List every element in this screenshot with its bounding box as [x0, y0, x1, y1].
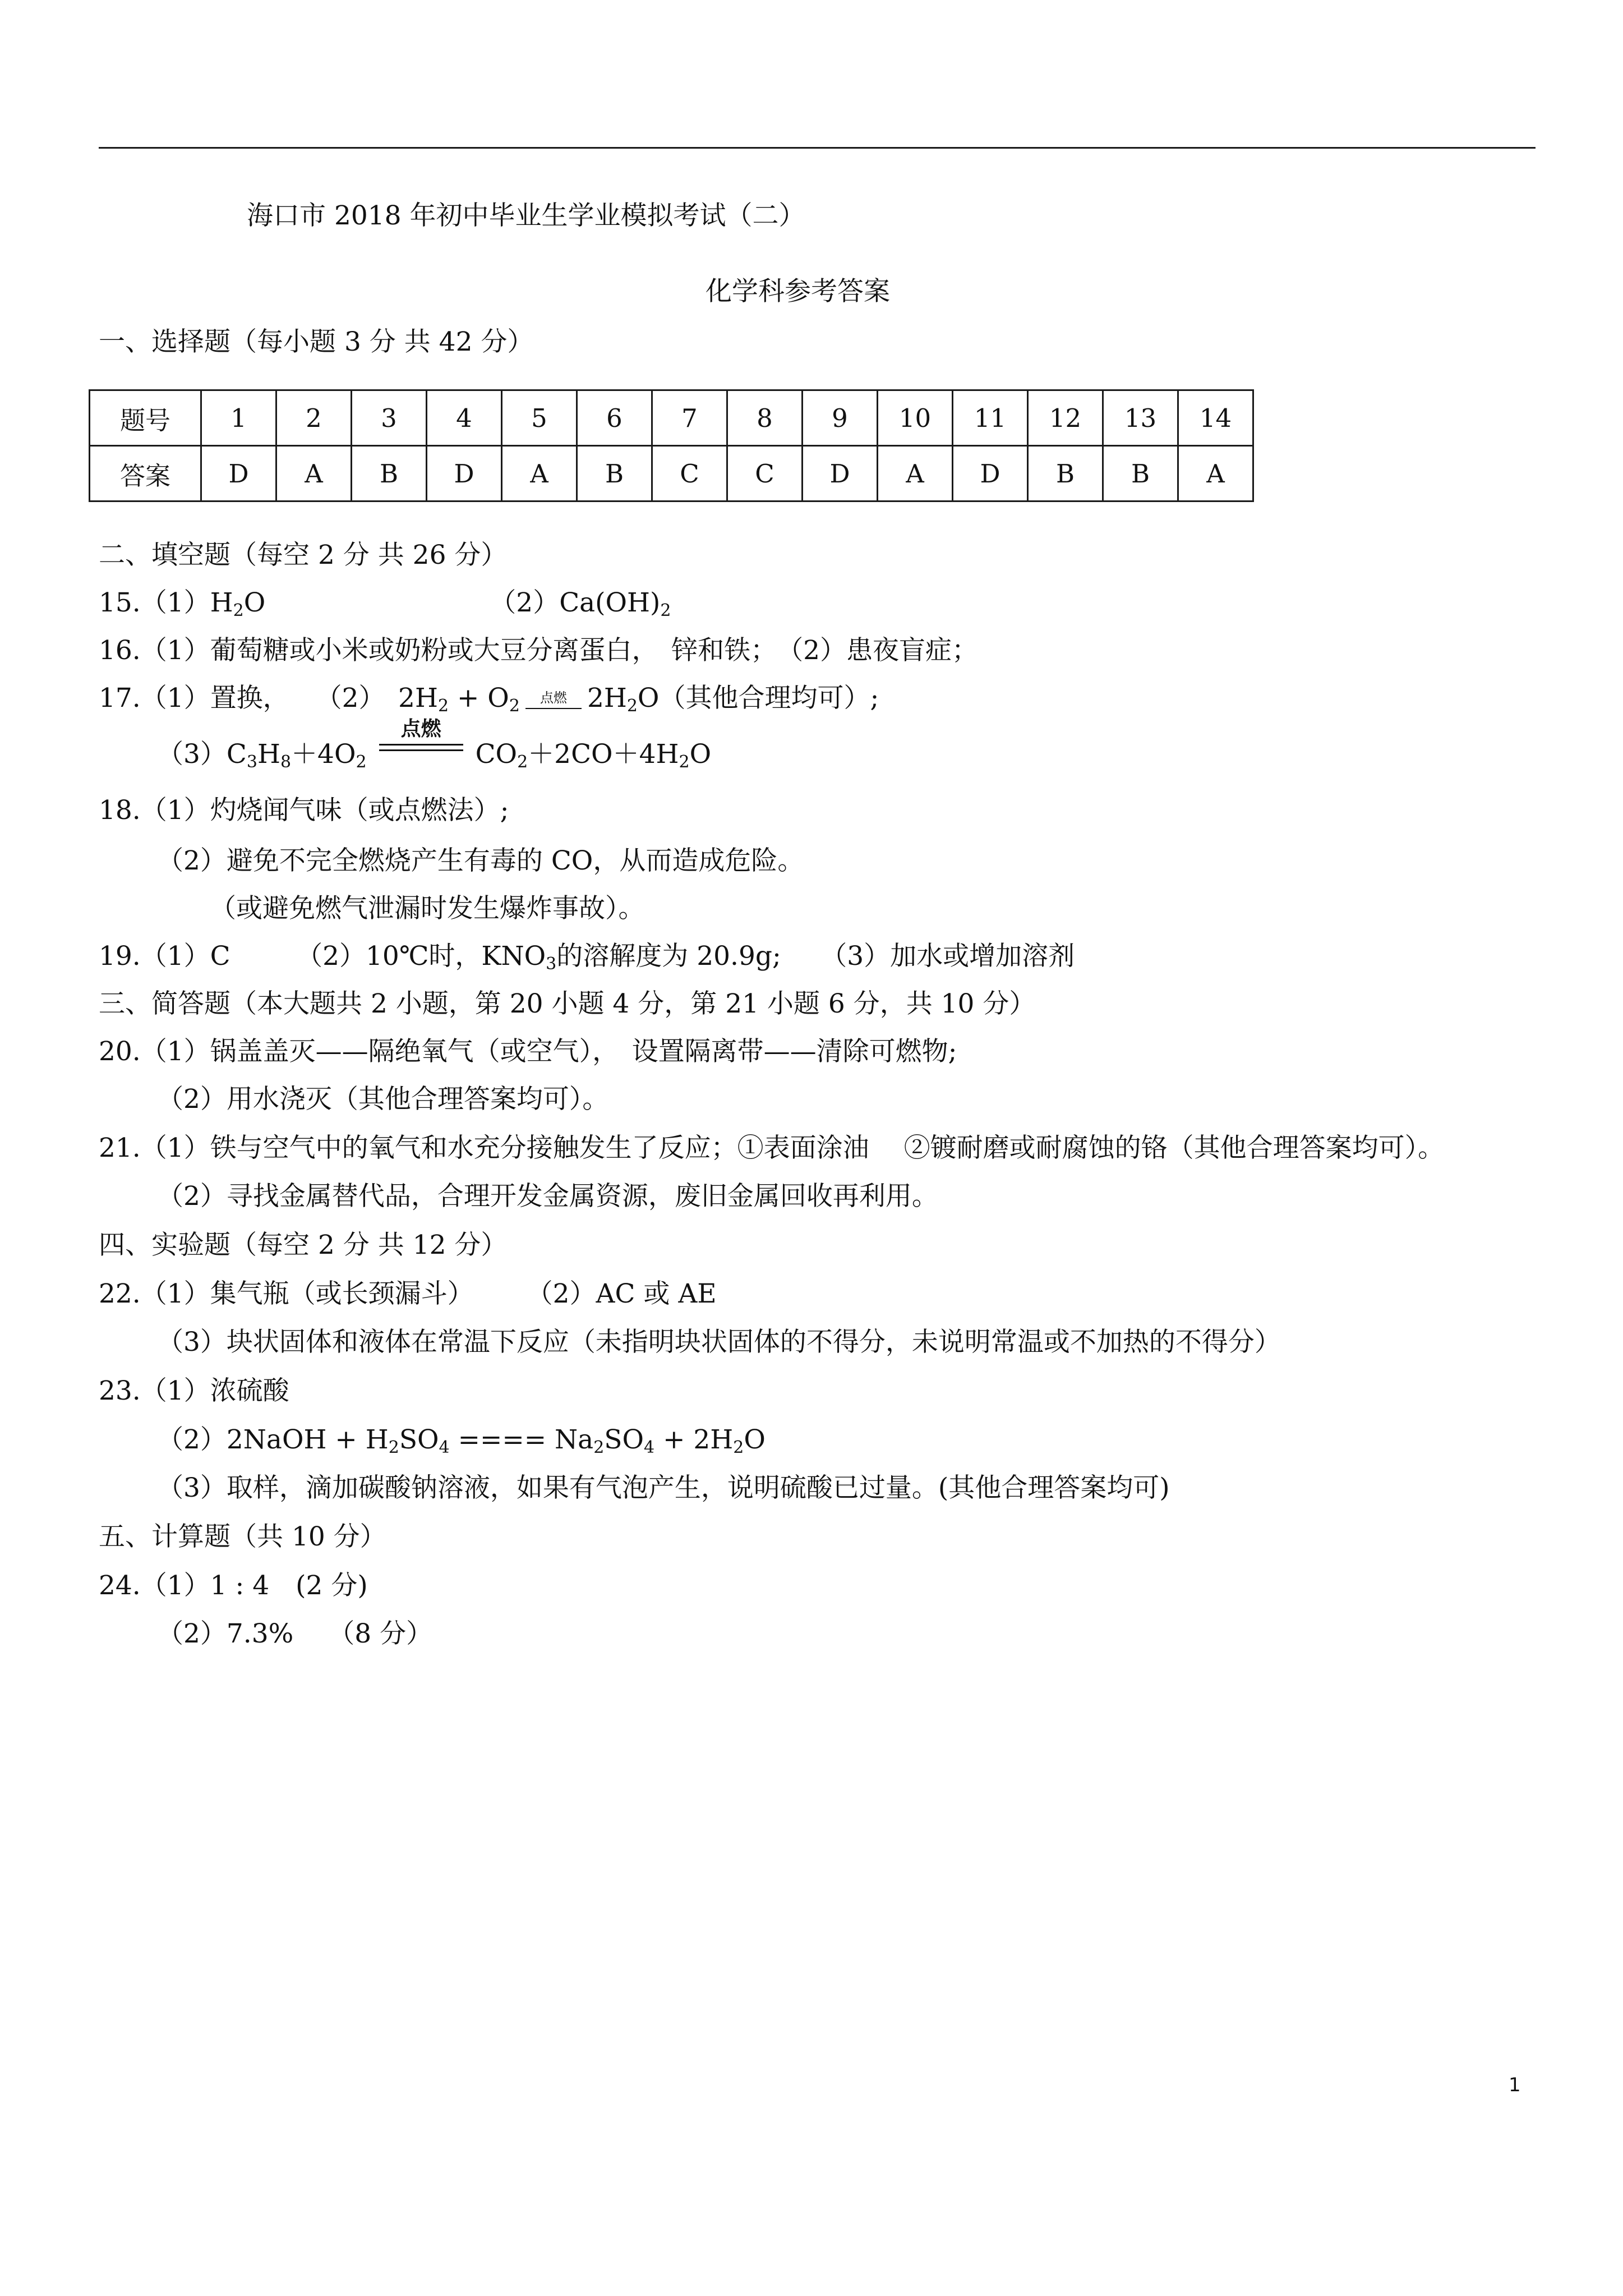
- q23-line-2: （2）2NaOH + $H_2SO_4$ ==== $Na_2SO_4 + 2H_2O$: [157, 1424, 766, 1457]
- q18-line-1: 18.（1）灼烧闻气味（或点燃法）;: [99, 795, 509, 826]
- answer-key-title: 化学科参考答案: [706, 276, 890, 307]
- section-1-heading: 一、选择题（每小题 3 分 共 42 分）: [99, 326, 534, 357]
- q18-line-3: （或避免燃气泄漏时发生爆炸事故）。: [210, 893, 645, 924]
- q21-line-2: （2）寻找金属替代品，合理开发金属资源，废旧金属回收再利用。: [157, 1181, 938, 1212]
- question-number: 4: [427, 390, 502, 446]
- answer-cell: A: [276, 446, 352, 501]
- exam-title: 海口市 2018 年初中毕业生学业模拟考试（二）: [247, 200, 805, 231]
- section-4-heading: 四、实验题（每空 2 分 共 12 分）: [99, 1230, 508, 1260]
- q20-line-1: 20.（1）锅盖盖灭——隔绝氧气（或空气）， 设置隔离带——清除可燃物;: [99, 1036, 957, 1067]
- q22-line-1: 22.（1）集气瓶（或长颈漏斗） （2）AC 或 AE: [99, 1278, 717, 1309]
- top-rule: [99, 147, 1536, 149]
- section-2-heading: 二、填空题（每空 2 分 共 26 分）: [99, 540, 508, 570]
- answer-cell: C: [727, 446, 803, 501]
- q20-line-2: （2）用水浇灭（其他合理答案均可）。: [157, 1084, 609, 1115]
- answer-table: [89, 389, 1254, 502]
- q21-line-1: 21.（1）铁与空气中的氧气和水充分接触发生了反应；①表面涂油 ②镀耐磨或耐腐蚀的铬（其他合理答案均可）。: [99, 1133, 1445, 1163]
- reaction-condition: 点燃: [379, 740, 463, 763]
- answer-cell: D: [427, 446, 502, 501]
- question-number: 12: [1028, 390, 1103, 446]
- answer-cell: B: [352, 446, 427, 501]
- answer-cell: A: [1178, 446, 1253, 501]
- table-row-numbers: [90, 390, 1253, 446]
- question-number: 6: [577, 390, 652, 446]
- q22-line-2: （3）块状固体和液体在常温下反应（未指明块状固体的不得分，未说明常温或不加热的不得分）: [157, 1327, 1281, 1358]
- q17-line-1: 17.（1）置换， （2） $2H_2 + O_2$ 点燃 $2H_2O$（其他合理均可）;: [99, 683, 879, 716]
- question-number: 7: [652, 390, 727, 446]
- q15-answer: $15.(1)H_2O$ $(2)Ca(OH)_2$: [99, 587, 671, 620]
- answer-cell: A: [502, 446, 577, 501]
- answer-cell: D: [201, 446, 276, 501]
- answer-cell: C: [652, 446, 727, 501]
- q24-line-1: 24.（1）1 : 4 (2 分): [99, 1570, 368, 1601]
- question-number: 10: [878, 390, 953, 446]
- table-header-number: 题号: [90, 390, 201, 446]
- question-number: 8: [727, 390, 803, 446]
- q16-answer: 16.（1）葡萄糖或小米或奶粉或大豆分离蛋白， 锌和铁； （2）患夜盲症；: [99, 635, 979, 666]
- q23-line-1: 23.（1）浓硫酸: [99, 1375, 289, 1406]
- question-number: 5: [502, 390, 577, 446]
- table-header-answer: 答案: [90, 446, 201, 501]
- question-number: 1: [201, 390, 276, 446]
- page-number: 1: [1509, 2074, 1521, 2096]
- question-number: 2: [276, 390, 352, 446]
- answer-cell: B: [1103, 446, 1178, 501]
- answer-cell: D: [803, 446, 878, 501]
- q23-line-3: （3）取样，滴加碳酸钠溶液，如果有气泡产生，说明硫酸已过量。(其他合理答案均可): [157, 1473, 1170, 1503]
- answer-cell: B: [577, 446, 652, 501]
- question-number: 14: [1178, 390, 1253, 446]
- q18-line-2: （2）避免不完全燃烧产生有毒的 CO，从而造成危险。: [157, 845, 804, 876]
- table-row-answers: [90, 446, 1253, 501]
- section-3-heading: 三、简答题（本大题共 2 小题，第 20 小题 4 分，第 21 小题 6 分，共 10 分）: [99, 988, 1036, 1019]
- question-number: 3: [352, 390, 427, 446]
- q17-line-2: $(3)C_3H_8+4O_2$ 点燃 $CO_2+2CO+4H_2O$: [157, 717, 712, 772]
- section-5-heading: 五、计算题（共 10 分）: [99, 1521, 386, 1552]
- question-number: 13: [1103, 390, 1178, 446]
- question-number: 9: [803, 390, 878, 446]
- answer-cell: A: [878, 446, 953, 501]
- question-number: 11: [953, 390, 1028, 446]
- q19-answer: 19.（1）C （2）10℃时，$KNO_3$的溶解度为 20.9g; （3）加水或增加溶剂: [99, 941, 1075, 974]
- answer-cell: B: [1028, 446, 1103, 501]
- q24-line-2: （2）7.3% （8 分）: [157, 1618, 433, 1649]
- answer-cell: D: [953, 446, 1028, 501]
